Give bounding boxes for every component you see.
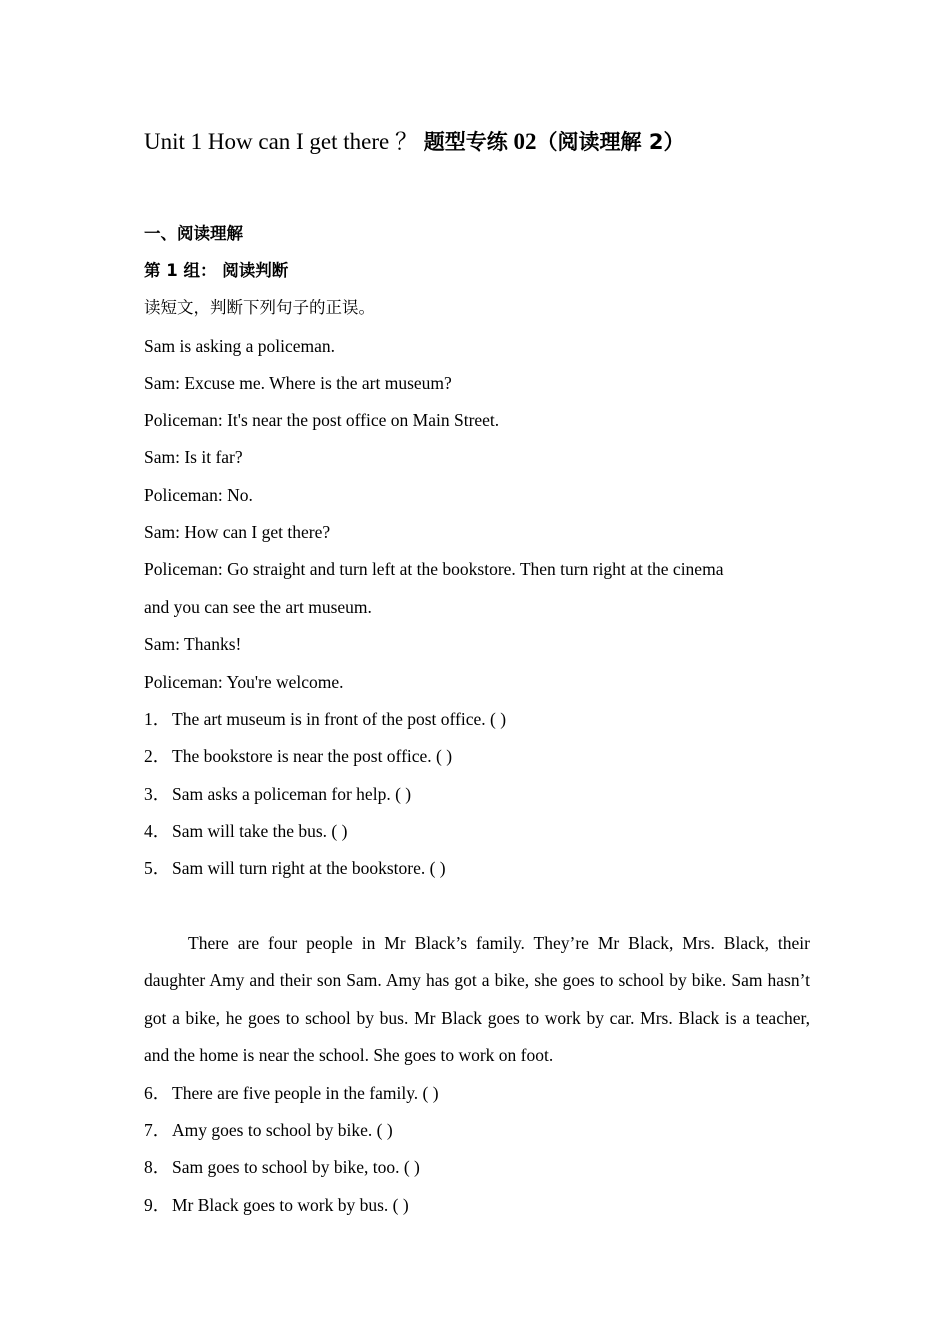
title-number: 02	[513, 129, 537, 154]
question-number: 3．	[144, 784, 171, 804]
question-text: Mr Black goes to work by bus. ( )	[172, 1195, 409, 1215]
question-item	[144, 1118, 393, 1142]
dialogue-line: Sam: Is it far?	[144, 447, 243, 467]
question-item	[144, 1155, 420, 1179]
question-text: Sam will turn right at the bookstore. ( )	[172, 858, 446, 878]
question-number: 4．	[144, 821, 171, 841]
question-item	[144, 744, 452, 768]
instruction: 读短文，判断下列句子的正误。	[144, 298, 375, 317]
dialogue-line: Sam: Thanks!	[144, 634, 242, 654]
dialogue-line: Policeman: It's near the post office on Main Street.	[144, 410, 500, 430]
question-number: 6．	[144, 1083, 171, 1103]
question-number: 7．	[144, 1120, 171, 1140]
reading-passage: There are four people in Mr Black’s family. They’re Mr Black, Mrs. Black, their daughter Amy and their son Sam. Amy has got a bike, she goes to school by bike. Sam hasn’t got a bike, he goes to school by bus. Mr Black goes to work by car. Mrs. Black is a teacher, and the home is near the school. She goes to work on foot.	[144, 933, 810, 1065]
question-text: Sam asks a policeman for help. ( )	[172, 784, 412, 804]
dialogue-line: Policeman: You're welcome.	[144, 672, 344, 692]
question-text: The bookstore is near the post office. ( )	[172, 746, 453, 766]
question-number: 2．	[144, 746, 171, 766]
question-number: 1．	[144, 709, 171, 729]
question-text: Sam goes to school by bike, too. ( )	[172, 1157, 420, 1177]
dialogue-line: Sam: Excuse me. Where is the art museum?	[144, 373, 452, 393]
section-heading: 一、阅读理解	[144, 224, 243, 243]
question-item	[144, 1193, 409, 1217]
title-english: Unit 1 How can I get there ？	[144, 129, 419, 154]
dialogue-line: Policeman: No.	[144, 485, 253, 505]
question-item	[144, 819, 347, 843]
question-text: Amy goes to school by bike. ( )	[172, 1120, 393, 1140]
page-title	[144, 124, 684, 160]
dialogue-line: and you can see the art museum.	[144, 597, 372, 617]
question-item	[144, 856, 446, 880]
question-item	[144, 1081, 439, 1105]
title-subtitle: （阅读理解 2）	[536, 130, 685, 154]
dialogue-line: Sam: How can I get there?	[144, 522, 331, 542]
dialogue-line: Policeman: Go straight and turn left at the bookstore. Then turn right at the cinema	[144, 559, 724, 579]
question-text: There are five people in the family. ( )	[172, 1083, 439, 1103]
question-text: Sam will take the bus. ( )	[172, 821, 348, 841]
question-number: 5．	[144, 858, 171, 878]
group-heading: 第 1 组： 阅读判断	[144, 261, 289, 280]
question-text: The art museum is in front of the post office. ( )	[172, 709, 507, 729]
dialogue-line: Sam is asking a policeman.	[144, 336, 336, 356]
question-item	[144, 782, 411, 806]
question-number: 9．	[144, 1195, 171, 1215]
title-chinese: 题型专练	[423, 130, 508, 154]
question-number: 8．	[144, 1157, 171, 1177]
question-item	[144, 707, 506, 731]
